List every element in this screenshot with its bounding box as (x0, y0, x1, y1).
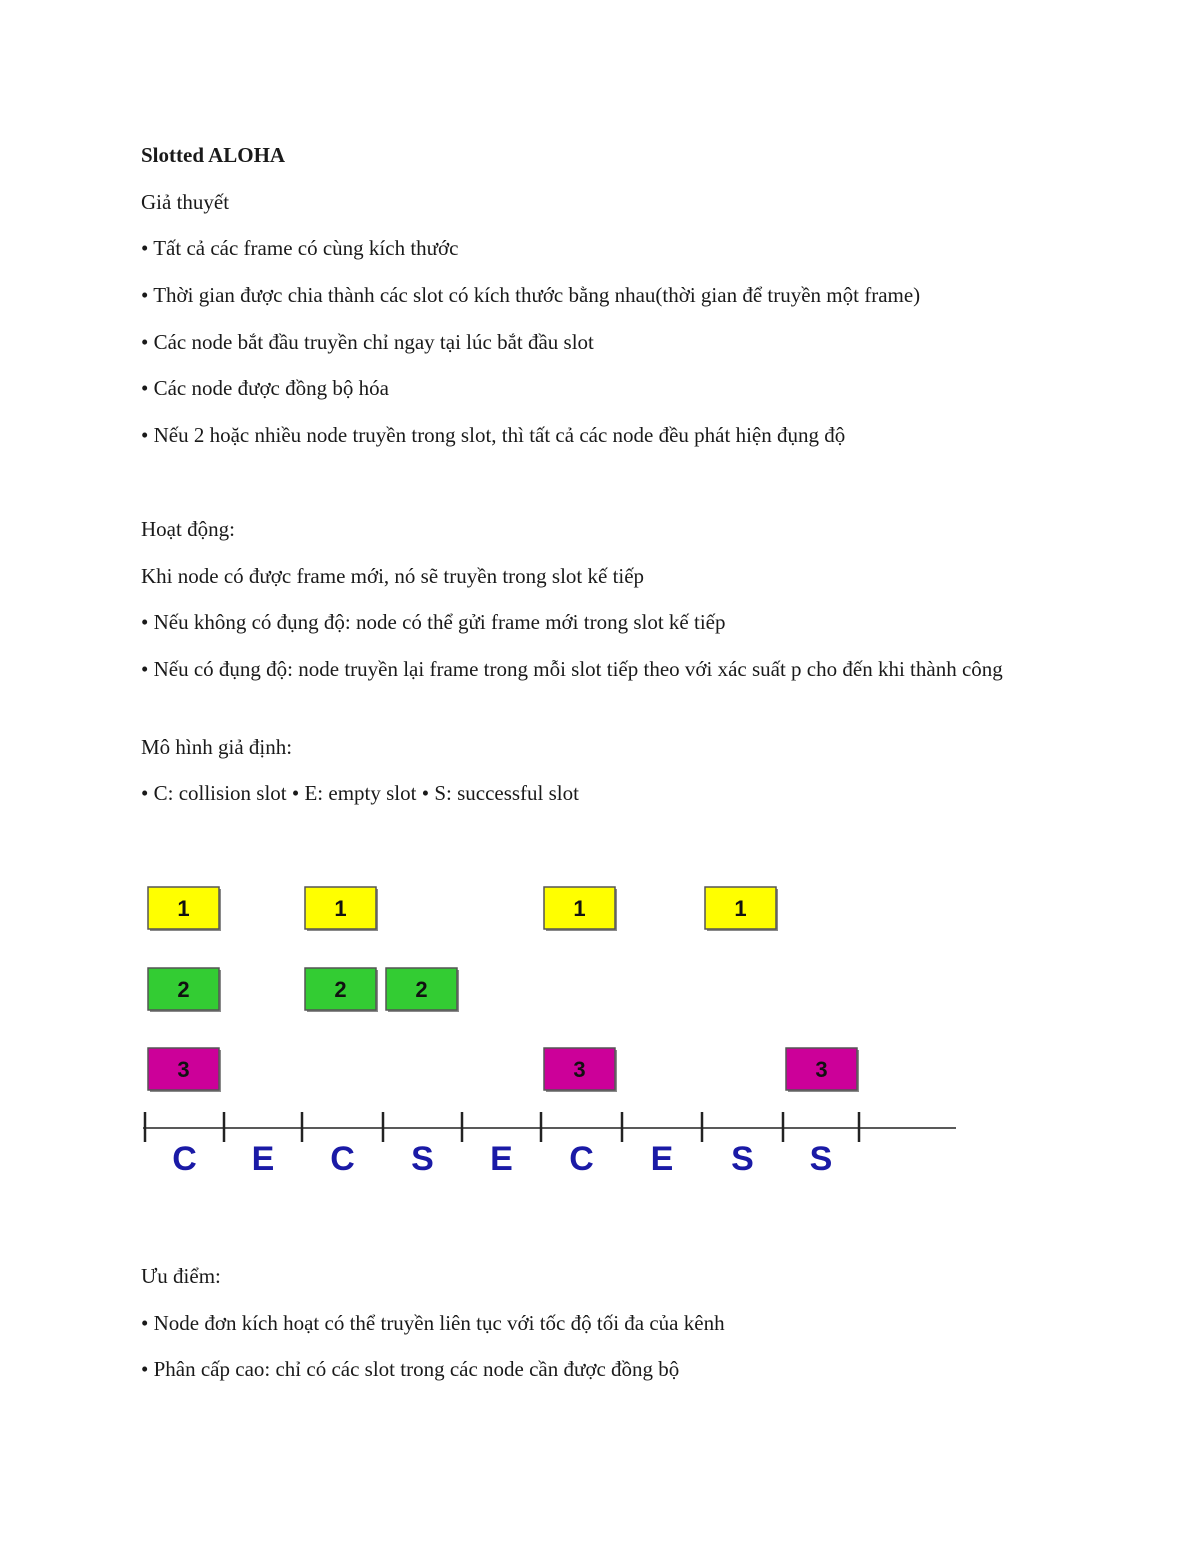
slot-label: S (809, 1140, 833, 1178)
frame-label: 1 (177, 896, 190, 921)
slot-label: S (411, 1140, 434, 1178)
frame-label: 1 (334, 896, 347, 921)
list-item: • Các node được đồng bộ hóa (141, 376, 389, 400)
advantages-heading: Ưu điểm: (141, 1264, 221, 1288)
list-item: • Nếu có đụng độ: node truyền lại frame trong mỗi slot tiếp theo với xác suất p cho đến khi thành công (141, 657, 1003, 681)
model-legend: • C: collision slot • E: empty slot • S: successful slot (141, 781, 579, 805)
list-item: • Nếu 2 hoặc nhiều node truyền trong slot, thì tất cả các node đều phát hiện đụng độ (141, 423, 846, 447)
slot-label: C (330, 1140, 355, 1178)
frame-label: 1 (734, 896, 747, 921)
frame-label: 2 (177, 977, 190, 1002)
frame-label: 3 (177, 1057, 190, 1082)
list-item: • Thời gian được chia thành các slot có kích thước bằng nhau(thời gian để truyền một frame) (141, 283, 921, 307)
assumptions-heading: Giả thuyết (141, 190, 230, 214)
slot-label: E (650, 1140, 674, 1178)
operation-intro: Khi node có được frame mới, nó sẽ truyền trong slot kế tiếp (141, 564, 645, 588)
model-heading: Mô hình giả định: (141, 735, 293, 759)
frame-label: 3 (815, 1057, 828, 1082)
slot-label: E (490, 1140, 513, 1178)
list-item: • Node đơn kích hoạt có thể truyền liên tục với tốc độ tối đa của kênh (141, 1311, 725, 1335)
page-title: Slotted ALOHA (141, 143, 286, 167)
slot-label: C (172, 1140, 197, 1178)
frame-label: 2 (334, 977, 347, 1002)
frame-label: 3 (573, 1057, 586, 1082)
slot-label: S (731, 1140, 754, 1178)
slot-label: E (251, 1140, 275, 1178)
frame-label: 1 (573, 896, 586, 921)
operation-heading: Hoạt động: (141, 517, 235, 541)
list-item: • Các node bắt đầu truyền chỉ ngay tại lúc bắt đầu slot (141, 330, 594, 354)
list-item: • Phân cấp cao: chỉ có các slot trong các node cần được đồng bộ (141, 1357, 680, 1381)
list-item: • Nếu không có đụng độ: node có thể gửi frame mới trong slot kế tiếp (141, 610, 726, 634)
slot-label: C (569, 1140, 594, 1178)
list-item: • Tất cả các frame có cùng kích thước (141, 236, 459, 260)
frame-label: 2 (415, 977, 428, 1002)
